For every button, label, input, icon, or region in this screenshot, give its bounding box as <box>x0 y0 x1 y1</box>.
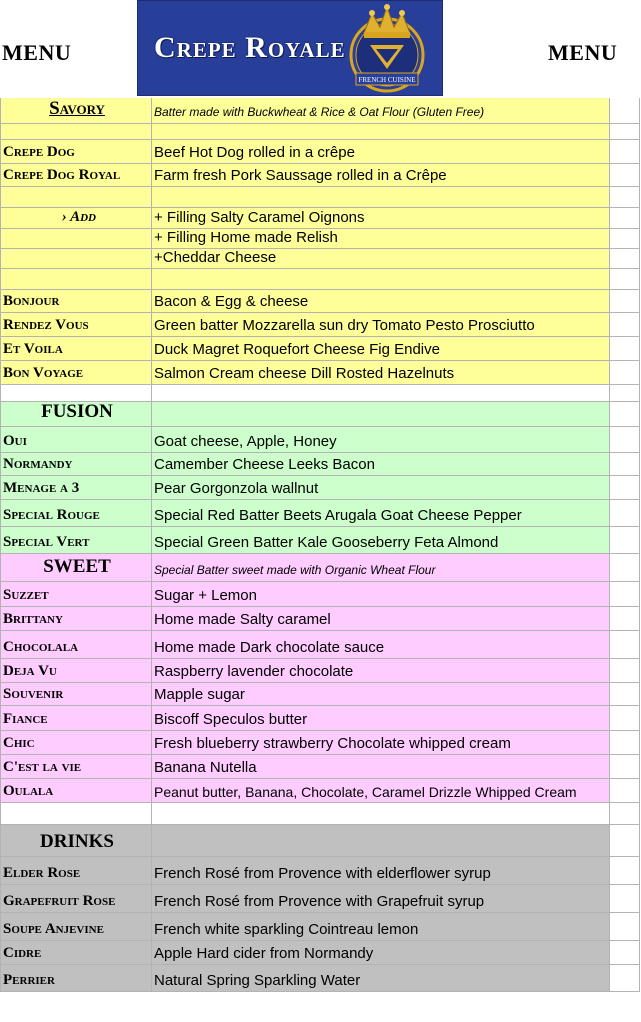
empty-cell <box>610 731 640 755</box>
item-description-cell <box>152 98 610 124</box>
empty-cell <box>610 631 640 659</box>
item-name: Et Voila <box>3 341 63 357</box>
item-name-cell <box>0 803 152 825</box>
item-name: Deja Vu <box>3 663 57 679</box>
item-description-cell <box>152 965 610 992</box>
item-description-cell <box>152 825 610 857</box>
item-name-cell <box>0 290 152 313</box>
item-name-cell <box>0 607 152 631</box>
empty-cell <box>610 290 640 313</box>
empty-cell <box>610 857 640 885</box>
item-name-cell <box>0 249 152 269</box>
menu-item-row <box>0 857 641 885</box>
empty-cell <box>610 913 640 941</box>
empty-cell <box>610 965 640 992</box>
item-name-cell <box>0 731 152 755</box>
empty-cell <box>610 249 640 269</box>
empty-cell <box>610 527 640 554</box>
item-description: Farm fresh Pork Saussage rolled in a Crêpe <box>154 167 447 184</box>
menu-item-row <box>0 582 641 607</box>
empty-cell <box>610 683 640 706</box>
item-description-cell <box>152 385 610 402</box>
menu-table <box>0 98 641 1022</box>
menu-item-row <box>0 913 641 941</box>
item-name-cell <box>0 187 152 208</box>
empty-cell <box>610 269 640 290</box>
item-description-cell <box>152 476 610 500</box>
menu-item-row <box>0 208 641 229</box>
item-name-cell <box>0 857 152 885</box>
item-name-cell <box>0 631 152 659</box>
item-name-cell <box>0 500 152 527</box>
item-name-cell <box>0 913 152 941</box>
item-description-cell <box>152 337 610 361</box>
empty-cell <box>610 941 640 965</box>
item-name: Chic <box>3 735 35 751</box>
item-name: Soupe Anjevine <box>3 921 104 937</box>
empty-cell <box>610 659 640 683</box>
item-description-cell <box>152 500 610 527</box>
menu-item-row <box>0 476 641 500</box>
item-name: Fiance <box>3 711 48 727</box>
item-name: Normandy <box>3 456 73 472</box>
item-name-cell <box>0 779 152 803</box>
item-name-cell <box>0 755 152 779</box>
item-name-cell <box>0 582 152 607</box>
item-description-cell <box>152 779 610 803</box>
logo-wordmark: Crepe Royale <box>154 31 346 64</box>
item-description-cell <box>152 402 610 427</box>
item-name: Bonjour <box>3 293 60 309</box>
item-description: Mapple sugar <box>154 686 245 703</box>
item-description-cell <box>152 755 610 779</box>
item-description-cell <box>152 631 610 659</box>
item-description: +Cheddar Cheese <box>154 249 277 266</box>
menu-item-row <box>0 527 641 554</box>
menu-item-row <box>0 885 641 913</box>
logo-tagline: FRENCH CUISINE <box>358 76 416 84</box>
menu-item-row <box>0 164 641 187</box>
section-title: FUSION <box>41 401 113 422</box>
item-name-cell <box>0 825 152 857</box>
item-name-cell <box>0 98 152 124</box>
item-name-cell <box>0 885 152 913</box>
empty-cell <box>610 140 640 164</box>
item-description-cell <box>152 527 610 554</box>
menu-item-row <box>0 683 641 706</box>
item-description: Green batter Mozzarella sun dry Tomato Pesto Prosciutto <box>154 317 535 334</box>
empty-cell <box>610 337 640 361</box>
add-on-label: › Add <box>61 209 96 225</box>
item-description-cell <box>152 857 610 885</box>
item-name-cell <box>0 124 152 140</box>
item-name: Souvenir <box>3 686 64 702</box>
item-name-cell <box>0 659 152 683</box>
item-description-cell <box>152 607 610 631</box>
item-description-cell <box>152 941 610 965</box>
item-description-cell <box>152 249 610 269</box>
item-name-cell <box>0 476 152 500</box>
menu-item-row <box>0 140 641 164</box>
menu-item-row <box>0 453 641 476</box>
spacer-row <box>0 385 641 402</box>
item-description: Banana Nutella <box>154 759 257 776</box>
item-description: Fresh blueberry strawberry Chocolate whipped cream <box>154 735 511 752</box>
crepe-royale-logo <box>137 0 443 96</box>
item-name-cell <box>0 140 152 164</box>
empty-cell <box>610 361 640 385</box>
menu-item-row <box>0 249 641 269</box>
item-description-cell <box>152 554 610 582</box>
item-name: Suzzet <box>3 587 49 603</box>
empty-cell <box>610 402 640 427</box>
empty-cell <box>610 164 640 187</box>
empty-cell <box>610 500 640 527</box>
item-description-cell <box>152 140 610 164</box>
empty-cell <box>610 98 640 124</box>
item-name: Cidre <box>3 945 42 961</box>
empty-cell <box>610 607 640 631</box>
empty-cell <box>610 187 640 208</box>
item-name: Oui <box>3 433 27 449</box>
empty-cell <box>610 229 640 249</box>
item-description-cell <box>152 187 610 208</box>
item-name-cell <box>0 453 152 476</box>
menu-header <box>0 0 641 98</box>
item-description-cell <box>152 913 610 941</box>
item-description: + Filling Salty Caramel Oignons <box>154 209 365 226</box>
empty-cell <box>610 779 640 803</box>
empty-cell <box>610 755 640 779</box>
item-name: Oulala <box>3 783 54 799</box>
item-name-cell <box>0 427 152 453</box>
item-description: Special Red Batter Beets Arugala Goat Cheese Pepper <box>154 507 522 524</box>
item-description-cell <box>152 885 610 913</box>
item-name: Bon Voyage <box>3 365 84 381</box>
section-title: SWEET <box>43 556 111 577</box>
item-description: Home made Salty caramel <box>154 611 331 628</box>
item-name-cell <box>0 164 152 187</box>
item-name: Elder Rose <box>3 865 81 881</box>
item-description-cell <box>152 731 610 755</box>
item-name-cell <box>0 361 152 385</box>
item-description: Biscoff Speculos butter <box>154 711 308 728</box>
item-name-cell <box>0 337 152 361</box>
item-name: Chocolala <box>3 639 79 655</box>
empty-cell <box>610 582 640 607</box>
item-description-cell <box>152 208 610 229</box>
item-name: Brittany <box>3 611 63 627</box>
section-title: DRINKS <box>40 831 114 852</box>
item-description-cell <box>152 683 610 706</box>
item-description: Bacon & Egg & cheese <box>154 293 309 310</box>
menu-heading-right: MENU <box>548 40 618 65</box>
item-description: Raspberry lavender chocolate <box>154 663 354 680</box>
empty-cell <box>610 825 640 857</box>
crown-emblem-icon <box>342 3 432 95</box>
section-title: Savory <box>49 98 105 119</box>
section-row <box>0 554 641 582</box>
spacer-row <box>0 803 641 825</box>
item-name: Menage a 3 <box>3 480 80 496</box>
item-name: Special Rouge <box>3 507 100 523</box>
item-description: Salmon Cream cheese Dill Rosted Hazelnuts <box>154 365 455 382</box>
menu-item-row <box>0 229 641 249</box>
item-description-cell <box>152 453 610 476</box>
item-description-cell <box>152 427 610 453</box>
item-name: Special Vert <box>3 534 90 550</box>
item-name-cell <box>0 313 152 337</box>
item-description-cell <box>152 659 610 683</box>
item-description: Apple Hard cider from Normandy <box>154 945 374 962</box>
menu-item-row <box>0 427 641 453</box>
item-description-cell <box>152 582 610 607</box>
item-name-cell <box>0 208 152 229</box>
menu-item-row <box>0 941 641 965</box>
menu-item-row <box>0 755 641 779</box>
item-description-cell <box>152 229 610 249</box>
item-name: Perrier <box>3 972 55 988</box>
item-name-cell <box>0 965 152 992</box>
menu-item-row <box>0 607 641 631</box>
item-name-cell <box>0 941 152 965</box>
item-name-cell <box>0 385 152 402</box>
item-description: Beef Hot Dog rolled in a crêpe <box>154 144 355 161</box>
item-description: Home made Dark chocolate sauce <box>154 639 385 656</box>
item-description: Natural Spring Sparkling Water <box>154 972 361 989</box>
item-name: Crepe Dog Royal <box>3 167 121 183</box>
menu-item-row <box>0 290 641 313</box>
item-description: Sugar + Lemon <box>154 587 257 604</box>
menu-heading-left: MENU <box>2 40 72 65</box>
section-note: Special Batter sweet made with Organic Wheat Flour <box>154 563 436 577</box>
item-name: C'est la vie <box>3 759 82 775</box>
item-description: Duck Magret Roquefort Cheese Fig Endive <box>154 341 440 358</box>
menu-item-row <box>0 631 641 659</box>
item-name: Rendez Vous <box>3 317 89 333</box>
item-description: Pear Gorgonzola wallnut <box>154 480 319 497</box>
item-name-cell <box>0 706 152 731</box>
menu-item-row <box>0 361 641 385</box>
item-name-cell <box>0 683 152 706</box>
empty-cell <box>610 427 640 453</box>
item-description-cell <box>152 269 610 290</box>
item-description: Peanut butter, Banana, Chocolate, Caramel Drizzle Whipped Cream <box>154 784 577 800</box>
menu-item-row <box>0 659 641 683</box>
section-row <box>0 402 641 427</box>
menu-item-row <box>0 731 641 755</box>
section-row <box>0 825 641 857</box>
empty-cell <box>610 453 640 476</box>
menu-item-row <box>0 313 641 337</box>
item-name-cell <box>0 229 152 249</box>
menu-item-row <box>0 500 641 527</box>
item-description-cell <box>152 164 610 187</box>
empty-cell <box>610 706 640 731</box>
item-name-cell <box>0 527 152 554</box>
item-description: + Filling Home made Relish <box>154 229 338 246</box>
empty-cell <box>610 803 640 825</box>
empty-cell <box>610 476 640 500</box>
item-description: French white sparkling Cointreau lemon <box>154 921 419 938</box>
item-description: Special Green Batter Kale Gooseberry Feta Almond <box>154 534 499 551</box>
spacer-row <box>0 124 641 140</box>
menu-item-row <box>0 337 641 361</box>
item-description: Camember Cheese Leeks Bacon <box>154 456 375 473</box>
empty-cell <box>610 124 640 140</box>
empty-cell <box>610 313 640 337</box>
spacer-row <box>0 187 641 208</box>
item-description-cell <box>152 124 610 140</box>
item-description: French Rosé from Provence with elderflower syrup <box>154 865 491 882</box>
item-description: French Rosé from Provence with Grapefruit syrup <box>154 893 485 910</box>
item-name: Crepe Dog <box>3 144 75 160</box>
menu-item-row <box>0 706 641 731</box>
empty-cell <box>610 208 640 229</box>
item-description-cell <box>152 361 610 385</box>
empty-cell <box>610 885 640 913</box>
item-description-cell <box>152 706 610 731</box>
item-description-cell <box>152 803 610 825</box>
section-note: Batter made with Buckwheat & Rice & Oat Flour (Gluten Free) <box>154 105 485 119</box>
item-description: Goat cheese, Apple, Honey <box>154 433 337 450</box>
item-description-cell <box>152 290 610 313</box>
menu-item-row <box>0 779 641 803</box>
item-name-cell <box>0 402 152 427</box>
section-row <box>0 98 641 124</box>
item-description-cell <box>152 313 610 337</box>
empty-cell <box>610 385 640 402</box>
item-name: Grapefruit Rose <box>3 893 116 909</box>
menu-item-row <box>0 965 641 992</box>
item-name-cell <box>0 554 152 582</box>
spacer-row <box>0 269 641 290</box>
empty-cell <box>610 554 640 582</box>
item-name-cell <box>0 269 152 290</box>
